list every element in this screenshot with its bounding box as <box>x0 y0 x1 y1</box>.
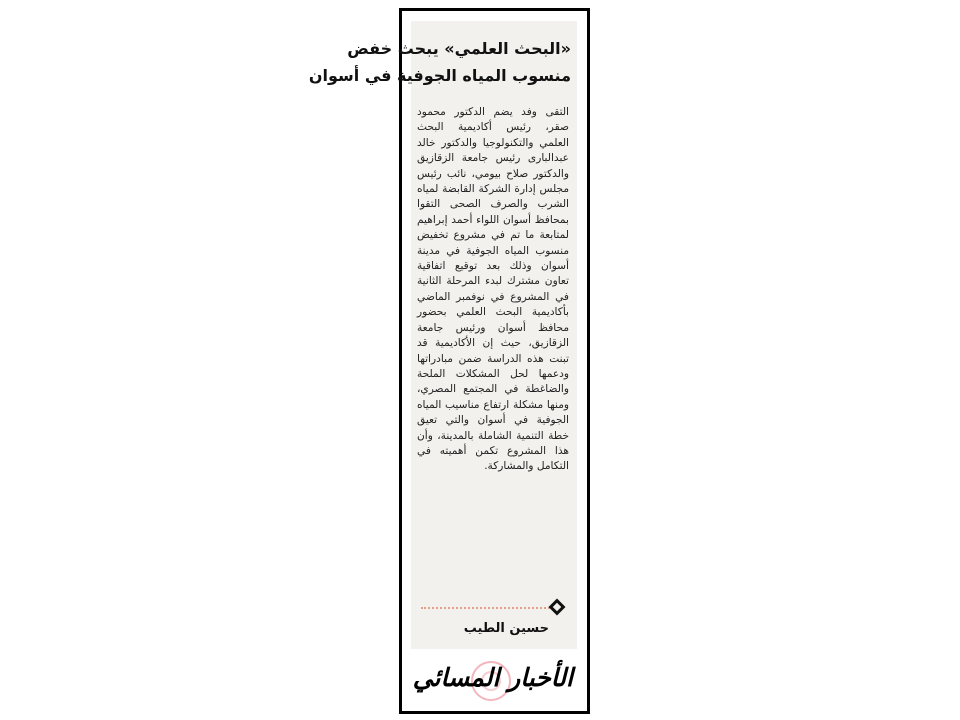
article-body: التقى وفد يضم الدكتور محمود صقر، رئيس أكاديمية البحث العلمي والتكنولوجيا والدكتور خالد عبدالبارى رئيس جامعة الزقازيق والدكتور صلاح بيومي، نائب رئيس مجلس إدارة الشركة القابضة لمياه الشرب والصرف الصحى التقوا بمحافظ أسوان اللواء أحمد إبراهيم لمتابعة ما تم في مشروع تخفيض منسوب المياه الجوفية في مدينة أسوان وذلك بعد توقيع اتفاقية تعاون مشترك لبدء المرحلة الثانية في المشروع في نوفمبر الماضي بأكاديمية البحث العلمي بحضور محافظ أسوان ورئيس جامعة الزقازيق، حيث إن الأكاديمية قد تبنت هذه الدراسة ضمن مبادراتها ودعمها لحل المشكلات الملحة والضاغطة في المجتمع المصري، ومنها مشكلة ارتفاع مناسيب المياه الجوفية في أسوان والتي تعيق خطة التنمية الشاملة بالمدينة، وأن هذا المشروع تكمن أهميته في التكامل والمشاركة. <box>417 106 569 473</box>
headline-line-2: منسوب المياه الجوفية في أسوان <box>308 66 571 85</box>
article-headline <box>308 21 577 89</box>
newspaper-logo: الأخبار المسائي <box>412 663 573 692</box>
newspaper-clipping <box>308 8 590 714</box>
diamond-icon <box>549 599 566 616</box>
newspaper-masthead <box>411 657 577 705</box>
article-author: حسين الطيب <box>463 621 549 636</box>
byline-separator <box>421 607 561 609</box>
article-scan <box>308 21 577 649</box>
headline-line-1: «البحث العلمي» يبحث خفض <box>347 39 571 58</box>
